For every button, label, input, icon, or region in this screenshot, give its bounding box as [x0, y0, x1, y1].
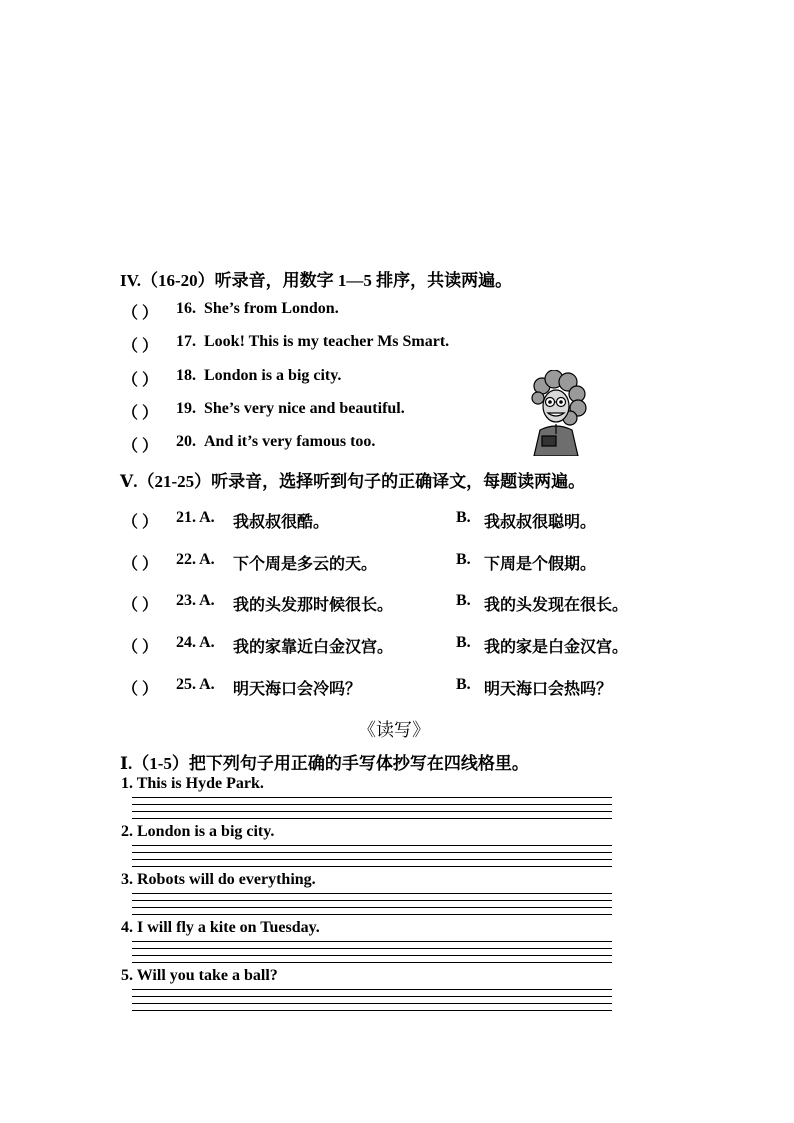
- answer-bracket[interactable]: （ ）: [122, 597, 159, 614]
- answer-bracket[interactable]: （ ）: [122, 372, 159, 389]
- item-text: And it’s very famous too.: [204, 433, 376, 450]
- item-number: 25. A.: [176, 676, 215, 693]
- four-line-grid[interactable]: [132, 845, 612, 873]
- option-b: 明天海口会热吗？: [484, 681, 613, 698]
- answer-bracket[interactable]: （ ）: [122, 681, 159, 698]
- item-number: 17.: [176, 333, 196, 350]
- option-b-label: B.: [456, 634, 471, 651]
- item-number: 16.: [176, 300, 196, 317]
- item-number: 23. A.: [176, 592, 215, 609]
- item-text: Look! This is my teacher Ms Smart.: [204, 333, 450, 350]
- sentence-text: 5. Will you take a ball?: [121, 967, 278, 984]
- item-number: 24. A.: [176, 634, 215, 651]
- item-number: 21. A.: [176, 509, 215, 526]
- writing-section-title: Ⅰ.（1-5）把下列句子用正确的手写体抄写在四线格里。: [120, 754, 529, 773]
- sentence-text: 4. I will fly a kite on Tuesday.: [121, 919, 320, 936]
- option-b: 我的头发现在很长。: [484, 597, 629, 614]
- answer-bracket[interactable]: （ ）: [122, 639, 159, 656]
- sentence-text: 3. Robots will do everything.: [121, 871, 316, 888]
- option-a: 下个周是多云的天。: [233, 556, 378, 573]
- option-b-label: B.: [456, 592, 471, 609]
- option-b: 我的家是白金汉宫。: [484, 639, 629, 656]
- section-4-title: IV.（16-20）听录音，用数字 1—5 排序，共读两遍。: [120, 271, 513, 290]
- four-line-grid[interactable]: [132, 797, 612, 825]
- item-text: London is a big city.: [204, 367, 342, 384]
- item-number: 19.: [176, 400, 196, 417]
- option-a: 我叔叔很酷。: [233, 514, 330, 531]
- four-line-grid[interactable]: [132, 941, 612, 969]
- sentence-text: 2. London is a big city.: [121, 823, 275, 840]
- answer-bracket[interactable]: （ ）: [122, 338, 159, 355]
- option-b: 我叔叔很聪明。: [484, 514, 597, 531]
- option-a: 我的家靠近白金汉宫。: [233, 639, 394, 656]
- option-b: 下周是个假期。: [484, 556, 597, 573]
- option-b-label: B.: [456, 551, 471, 568]
- option-a: 我的头发那时候很长。: [233, 597, 394, 614]
- teacher-cartoon-icon: [526, 370, 590, 456]
- item-number: 22. A.: [176, 551, 215, 568]
- answer-bracket[interactable]: （ ）: [122, 305, 159, 322]
- reading-writing-title: 《读写》: [358, 720, 430, 740]
- item-number: 20.: [176, 433, 196, 450]
- option-a: 明天海口会冷吗？: [233, 681, 362, 698]
- item-number: 18.: [176, 367, 196, 384]
- option-b-label: B.: [456, 509, 471, 526]
- answer-bracket[interactable]: （ ）: [122, 405, 159, 422]
- answer-bracket[interactable]: （ ）: [122, 514, 159, 531]
- answer-bracket[interactable]: （ ）: [122, 438, 159, 455]
- item-text: She’s from London.: [204, 300, 339, 317]
- four-line-grid[interactable]: [132, 989, 612, 1017]
- four-line-grid[interactable]: [132, 893, 612, 921]
- answer-bracket[interactable]: （ ）: [122, 556, 159, 573]
- sentence-text: 1. This is Hyde Park.: [121, 775, 264, 792]
- item-text: She’s very nice and beautiful.: [204, 400, 405, 417]
- section-5-title: Ⅴ.（21-25）听录音，选择听到句子的正确译文，每题读两遍。: [120, 472, 586, 491]
- option-b-label: B.: [456, 676, 471, 693]
